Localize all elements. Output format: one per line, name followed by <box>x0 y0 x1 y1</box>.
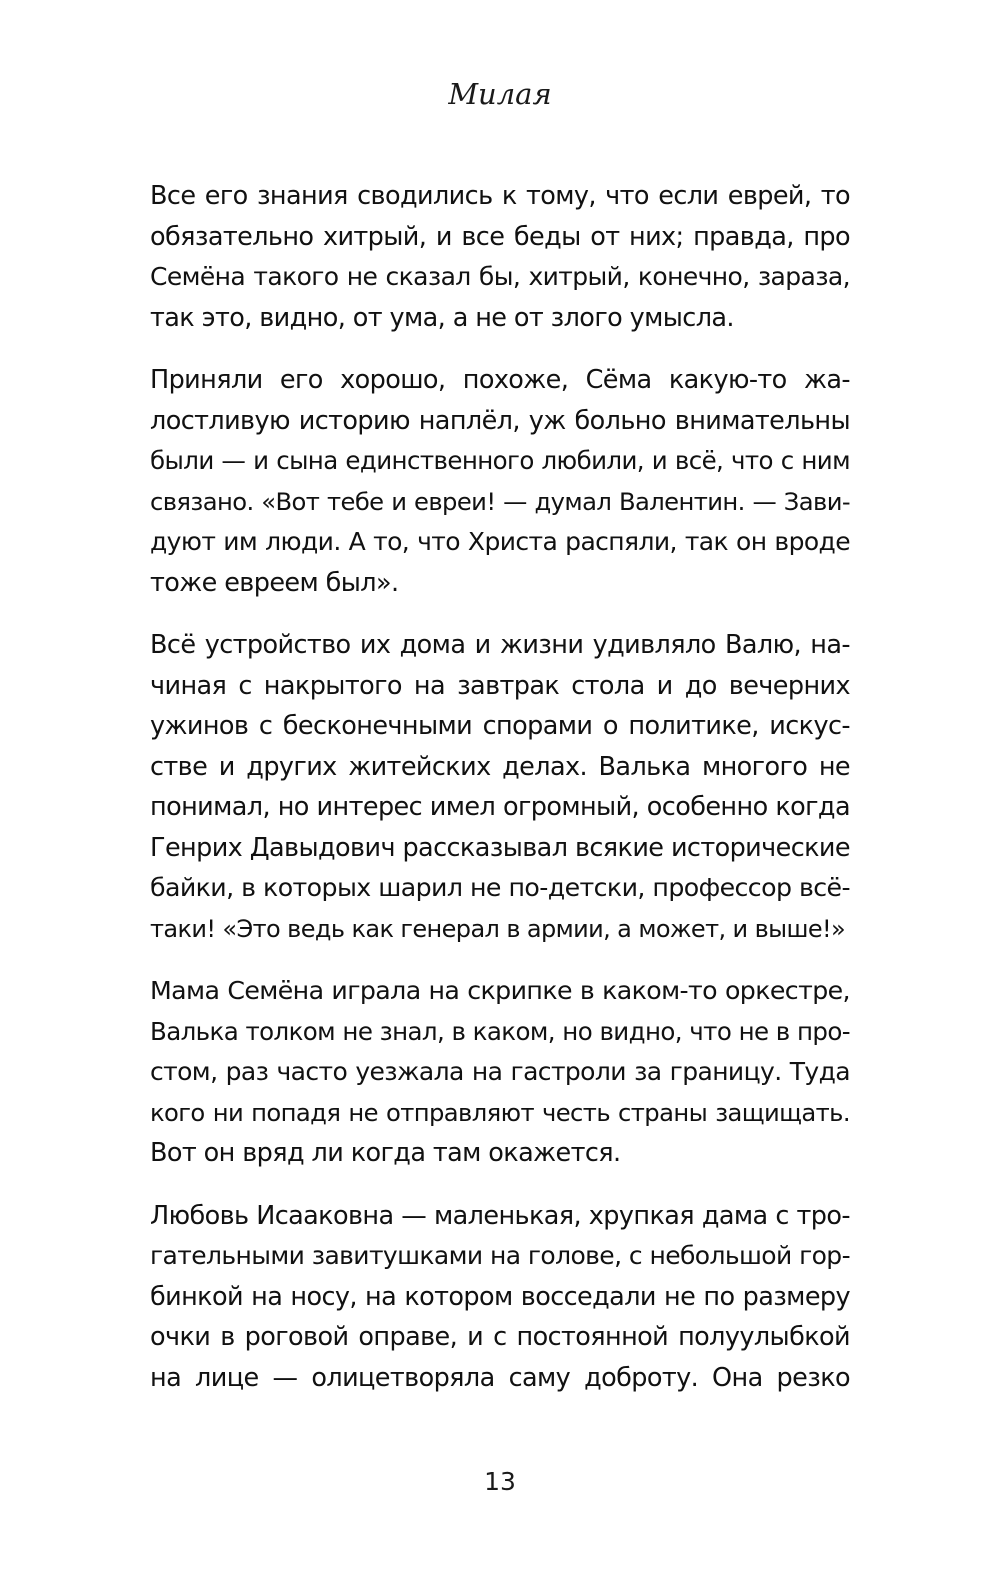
paragraph-3 <box>150 625 850 949</box>
text-line: таки! «Это ведь как генерал в армии, а может, и выше!» <box>150 914 846 943</box>
running-title: Милая <box>448 77 552 111</box>
text-line: очки в роговой оправе, и с постоянной полуулыбкой <box>150 1322 850 1352</box>
paragraph-4 <box>150 971 850 1174</box>
text-line: дуют им люди. А то, что Христа распяли, так он вроде <box>150 527 850 556</box>
text-line: тоже евреем был». <box>150 567 399 598</box>
text-line: Всё устройство их дома и жизни удивляло Валю, на- <box>150 630 850 660</box>
text-line: гательными завитушками на голове, с небольшой гор- <box>150 1241 850 1270</box>
text-line: Семёна такого не сказал бы, хитрый, конечно, зараза, <box>150 262 850 291</box>
text-line: Валька толком не знал, в каком, но видно, что не в про- <box>150 1016 850 1046</box>
text-line: Генрих Давыдович рассказывал всякие исторические <box>150 832 850 863</box>
text-line: стве и других житейских делах. Валька многого не <box>150 751 850 782</box>
text-line: на лице — олицетворяла саму доброту. Она резко <box>150 1362 850 1393</box>
text-line: понимал, но интерес имел огромный, особенно когда <box>150 792 850 822</box>
text-line: Все его знания сводились к тому, что если еврей, то <box>150 181 850 211</box>
text-line: бинкой на носу, на котором восседали не по размеру <box>150 1281 850 1312</box>
text-line: кого ни попадя не отправляют честь страны защищать. <box>150 1097 850 1127</box>
text-line: байки, в которых шарил не по-детски, профессор всё- <box>150 873 850 902</box>
text-line: так это, видно, от ума, а не от злого умысла. <box>150 302 734 333</box>
text-line: ужинов с бесконечными спорами о политике, искус- <box>150 711 850 741</box>
page-number: 13 <box>484 1467 516 1496</box>
text-line: Любовь Исааковна — маленькая, хрупкая дама с тро- <box>150 1200 850 1231</box>
text-line: Вот он вряд ли когда там окажется. <box>150 1138 621 1168</box>
text-line: связано. «Вот тебе и евреи! — думал Валентин. — Зави- <box>150 486 850 516</box>
text-line: чиная с накрытого на завтрак стола и до вечерних <box>150 670 850 701</box>
paragraph-2 <box>150 360 850 603</box>
text-line: Приняли его хорошо, похоже, Сёма какую-то жа- <box>150 365 850 395</box>
text-line: обязательно хитрый, и все беды от них; правда, про <box>150 221 850 252</box>
text-line: стом, раз часто уезжала на гастроли за границу. Туда <box>150 1057 850 1086</box>
text-line: Мама Семёна играла на скрипке в каком-то оркестре, <box>150 976 850 1005</box>
body-text <box>150 176 850 1420</box>
text-line: лостливую историю наплёл, уж больно внимательны <box>150 405 850 436</box>
paragraph-1 <box>150 176 850 338</box>
text-line: были — и сына единственного любили, и всё, что с ним <box>150 446 850 475</box>
paragraph-5 <box>150 1196 850 1399</box>
